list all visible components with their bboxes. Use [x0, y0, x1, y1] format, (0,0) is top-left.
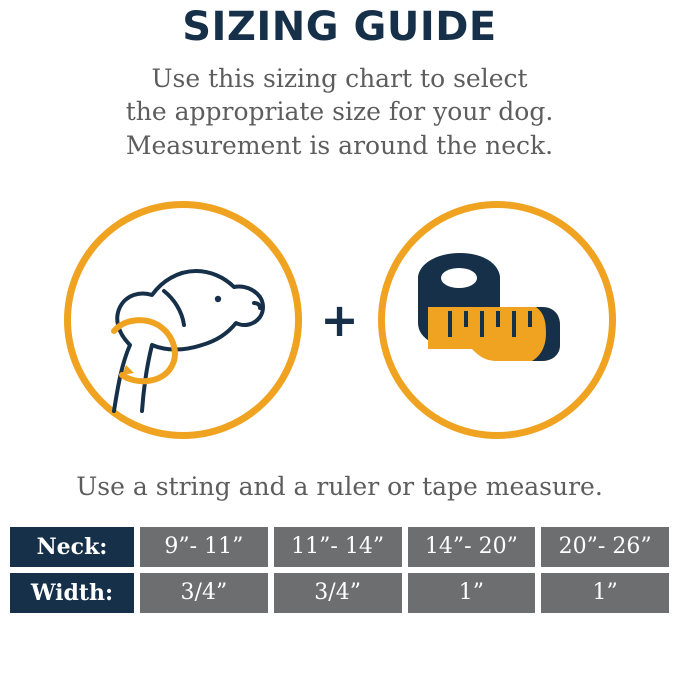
plus-sign: +	[320, 292, 359, 347]
footnote: Use a string and a ruler or tape measure.	[76, 471, 603, 501]
page-title: SIZING GUIDE	[182, 4, 497, 50]
neck-value-3: 14”- 20”	[408, 527, 536, 567]
width-value-1: 3/4”	[140, 573, 268, 613]
table-row	[10, 527, 669, 567]
width-value-3: 1”	[408, 573, 536, 613]
subtitle-line-3: Measurement is around the neck.	[125, 130, 554, 160]
sizing-guide-page	[0, 6, 679, 682]
neck-value-1: 9”- 11”	[140, 527, 268, 567]
dog-neck-measure-circle	[64, 201, 302, 439]
subtitle-line-1: Use this sizing chart to select	[151, 64, 528, 93]
icon-row	[0, 190, 679, 450]
row-header-neck: Neck:	[10, 527, 134, 567]
dog-neck-measure-icon	[78, 215, 288, 425]
tape-measure-circle	[378, 201, 616, 439]
subtitle	[0, 62, 679, 162]
width-value-4: 1”	[541, 573, 669, 613]
table-row	[10, 573, 669, 613]
subtitle-line-2: the appropriate size for your dog.	[125, 97, 554, 127]
width-value-2: 3/4”	[274, 573, 402, 613]
sizing-table	[10, 527, 669, 613]
neck-value-2: 11”- 14”	[274, 527, 402, 567]
neck-value-4: 20”- 26”	[541, 527, 669, 567]
row-header-width: Width:	[10, 573, 134, 613]
tape-measure-icon	[402, 245, 592, 395]
